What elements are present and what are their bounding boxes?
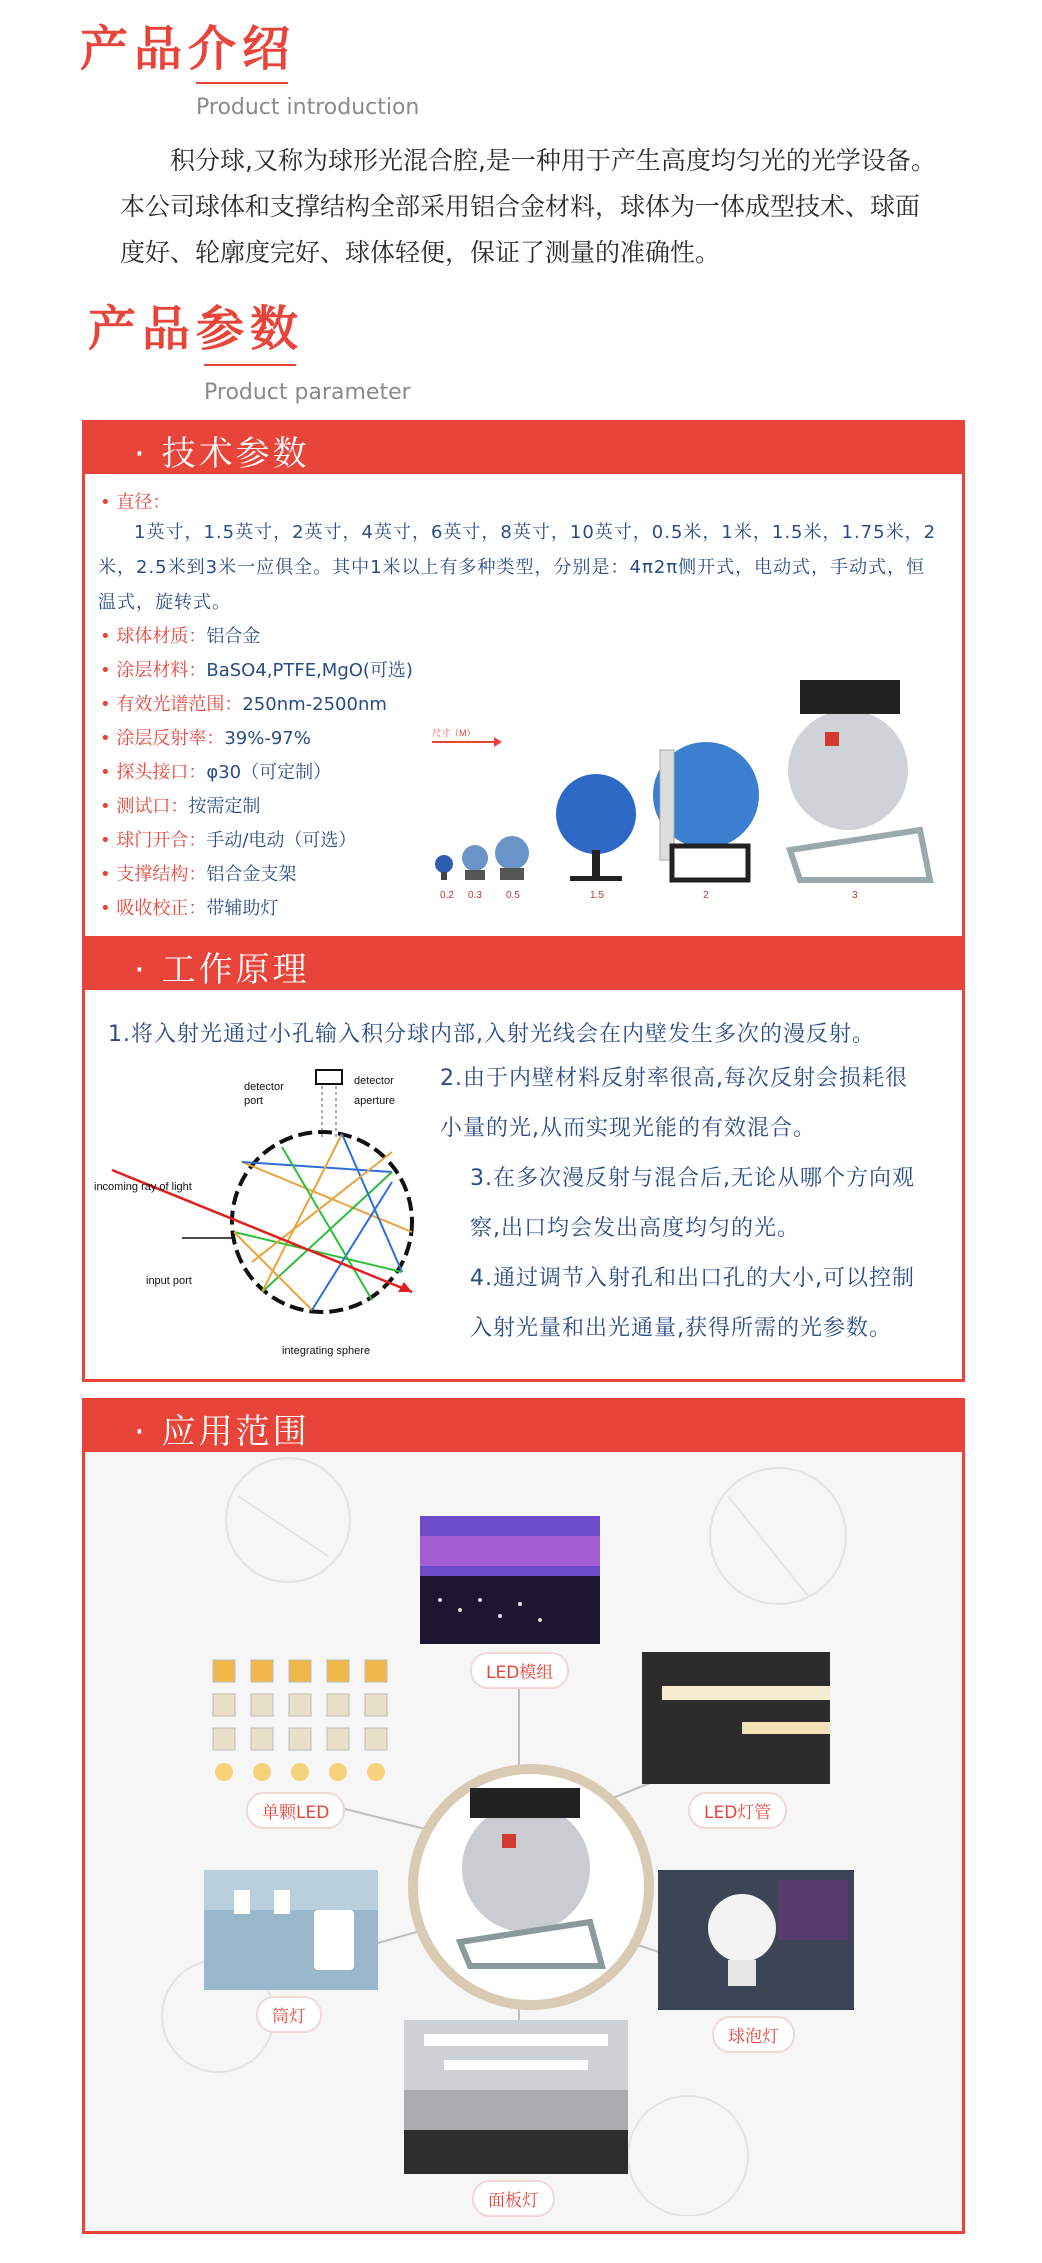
principle-step-3b: 察,出口均会发出高度均匀的光。: [470, 1216, 800, 1241]
size-tick: 3: [852, 890, 858, 901]
size-arrowhead: [494, 737, 502, 747]
sphere-size-illustration: [420, 670, 940, 910]
app-single-led-image: [208, 1656, 398, 1788]
sphere-3: [788, 710, 908, 830]
spec-item: • 探头接口：φ30（可定制）: [100, 762, 332, 783]
principle-step-2b: 小量的光,从而实现光能的有效混合。: [440, 1116, 816, 1141]
label-aperture: aperture: [354, 1095, 395, 1107]
size-tick: 0.2: [440, 890, 454, 901]
tech-bar-title: · 技术参数: [134, 434, 310, 474]
spec-item: • 涂层反射率：39%-97%: [100, 728, 311, 749]
application-bar-title: · 应用范围: [134, 1412, 310, 1452]
sphere-0-5-stand: [500, 868, 524, 880]
params-title: 产品参数: [88, 301, 305, 357]
label-detector-port-1: detector: [244, 1081, 284, 1093]
spec-item: • 球门开合：手动/电动（可选）: [100, 830, 357, 851]
single-led-picture: [208, 1656, 398, 1788]
size-tick: 0.5: [506, 890, 520, 901]
size-tick: 0.3: [468, 890, 482, 901]
label-detector: detector: [354, 1075, 394, 1087]
sphere-2-frame: [672, 846, 748, 880]
principle-step-4a: 4.通过调节入射孔和出口孔的大小,可以控制: [470, 1266, 915, 1291]
label-incoming-ray: incoming ray of light: [94, 1181, 192, 1193]
sphere-3-top: [800, 680, 900, 714]
intro-subtitle: Product introduction: [196, 95, 420, 120]
label-input-port: input port: [146, 1275, 192, 1287]
app-label-bulb: 球泡灯: [712, 2016, 795, 2053]
panel-light-picture: [404, 2020, 628, 2174]
principle-bar-title: · 工作原理: [134, 950, 310, 990]
intro-title: 产品介绍: [80, 21, 297, 77]
app-bulb-image: [658, 1870, 854, 2010]
size-tick: 2: [703, 890, 709, 901]
detector-box: [316, 1070, 342, 1084]
sphere-3-logo: [825, 732, 839, 746]
led-module-picture: [420, 1516, 600, 1644]
application-bar: [82, 1398, 965, 1452]
sphere-3-base: [790, 830, 930, 880]
spec-item: • 测试口：按需定制: [100, 796, 261, 817]
downlight-picture: [204, 1870, 378, 1990]
label-detector-port-2: port: [244, 1095, 263, 1107]
sphere-1-5-base: [570, 876, 622, 881]
bulb-picture: [658, 1870, 854, 2010]
sphere-0-2: [435, 855, 453, 873]
app-label-panel-light: 面板灯: [472, 2180, 555, 2217]
tech-bar: [82, 420, 965, 474]
app-led-tube-image: [642, 1652, 830, 1784]
size-label: 尺寸（M）: [432, 728, 476, 738]
principle-bar: [82, 936, 965, 990]
diameter-key: • 直径：: [100, 492, 171, 513]
principle-step-3a: 3.在多次漫反射与混合后,无论从哪个方向观: [470, 1166, 915, 1191]
intro-title-underline: [196, 82, 288, 84]
params-title-underline: [204, 364, 296, 366]
sphere-1-5: [556, 774, 636, 854]
app-label-led-tube: LED灯管: [688, 1792, 787, 1829]
app-label-downlight: 筒灯: [256, 1996, 322, 2033]
spec-item: • 有效光谱范围：250nm-2500nm: [100, 694, 387, 715]
sphere-outline: [232, 1132, 412, 1312]
sphere-0-3-stand: [465, 870, 485, 880]
app-label-single-led: 单颗LED: [246, 1792, 345, 1829]
spec-item: • 涂层材料：BaSO4,PTFE,MgO(可选): [100, 660, 413, 681]
intro-text: 积分球,又称为球形光混合腔,是一种用于产生高度均匀光的光学设备。本公司球体和支撑结构全部采用铝合金材料，球体为一体成型技术、球面度好、轮廓度完好、球体轻便，保证了测量的准确性。: [120, 146, 936, 267]
spec-item: • 吸收校正：带辅助灯: [100, 898, 279, 919]
app-led-module-image: [420, 1516, 600, 1644]
principle-step-4b: 入射光量和出光通量,获得所需的光参数。: [470, 1316, 892, 1341]
app-label-led-module: LED模组: [470, 1652, 569, 1689]
sphere-1-5-stand: [592, 850, 600, 880]
app-downlight-image: [204, 1870, 378, 1990]
principle-step-2a: 2.由于内壁材料反射率很高,每次反射会损耗很: [440, 1066, 908, 1091]
center-sphere-image: [430, 1782, 620, 1972]
sphere-0-3: [462, 845, 488, 871]
principle-step-1: 1.将入射光通过小孔输入积分球内部,入射光线会在内壁发生多次的漫反射。: [108, 1022, 875, 1047]
spec-item: • 支撑结构：铝合金支架: [100, 864, 297, 885]
spec-item: • 球体材质：铝合金: [100, 626, 261, 647]
integrating-sphere-diagram: [92, 1062, 442, 1362]
sphere-0-2-stand: [441, 872, 447, 880]
app-panel-light-image: [404, 2020, 628, 2174]
size-tick: 1.5: [590, 890, 604, 901]
params-subtitle: Product parameter: [204, 380, 411, 405]
label-integrating-sphere: integrating sphere: [282, 1345, 371, 1357]
diameter-text: 1英寸，1.5英寸，2英寸，4英寸，6英寸，8英寸，10英寸，0.5米，1米，1.5米，1.75米，2米，2.5米到3米一应俱全。其中1米以上有多种类型，分别是：4π2π侧开式，电动式，手动式，恒温式，旋转式。: [98, 522, 937, 613]
sphere-0-5: [495, 836, 529, 870]
led-tube-picture: [642, 1652, 830, 1784]
